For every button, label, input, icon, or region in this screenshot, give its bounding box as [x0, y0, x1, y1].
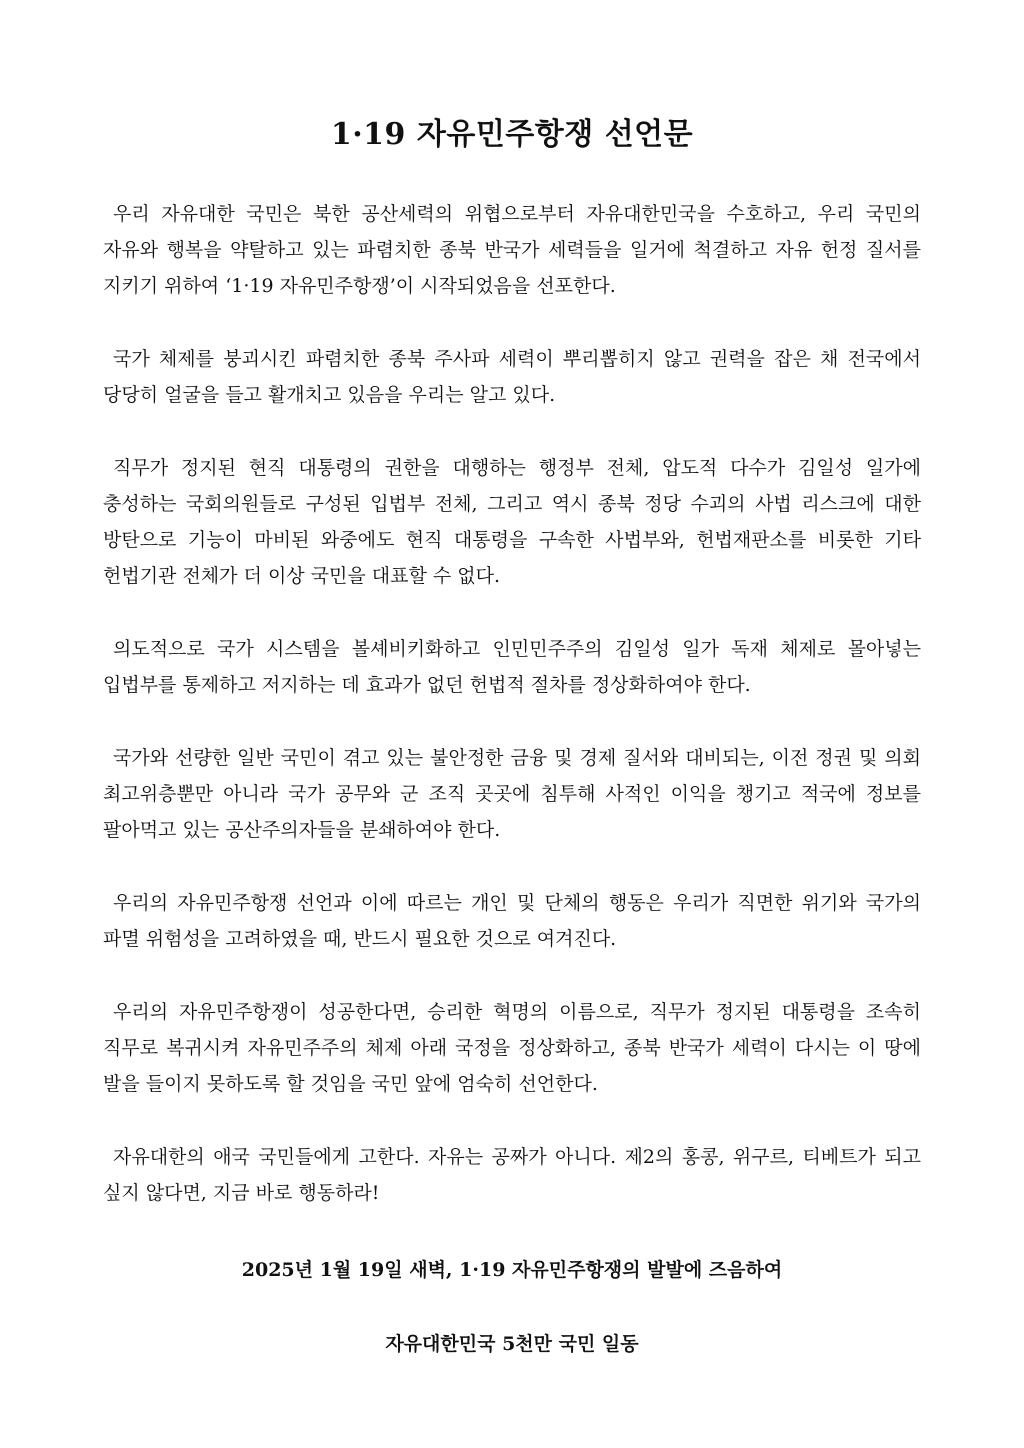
paragraph-2: 국가 체제를 붕괴시킨 파렴치한 종북 주사파 세력이 뿌리뽑히지 않고 권력을 잡은 채 전국에서 당당히 얼굴을 들고 활개치고 있음을 우리는 알고 있다.: [103, 348, 921, 406]
paragraph-1: 우리 자유대한 국민은 북한 공산세력의 위협으로부터 자유대한민국을 수호하고, 우리 국민의 자유와 행복을 약탈하고 있는 파렴치한 종북 반국가 세력들을 일거에 척결하고 자유 헌정 질서를 지키기 위하여 ‘1·19 자유민주항쟁’이 시작되었음을 선포한다.: [103, 203, 921, 297]
paragraph-7: 우리의 자유민주항쟁이 성공한다면, 승리한 혁명의 이름으로, 직무가 정지된 대통령을 조속히 직무로 복귀시켜 자유민주주의 체제 아래 국정을 정상화하고, 종북 반국가 세력이 다시는 이 땅에 발을 들이지 못하도록 할 것임을 국민 앞에 엄숙히 선언한다.: [103, 1001, 921, 1095]
paragraph-4: 의도적으로 국가 시스템을 볼셰비키화하고 인민민주주의 김일성 일가 독재 체제로 몰아넣는 입법부를 통제하고 저지하는 데 효과가 없던 헌법적 절차를 정상화하여야 한다.: [103, 638, 921, 696]
date-line: 2025년 1월 19일 새벽, 1·19 자유민주항쟁의 발발에 즈음하여: [241, 1259, 783, 1281]
paragraph-3: 직무가 정지된 현직 대통령의 권한을 대행하는 행정부 전체, 압도적 다수가 김일성 일가에 충성하는 국회의원들로 구성된 입법부 전체, 그리고 역시 종북 정당 수괴의 사법 리스크에 대한 방탄으로 기능이 마비된 와중에도 현직 대통령을 구속한 사법부와, 헌법재판소를 비롯한 기타 헌법기관 전체가 더 이상 국민을 대표할 수 없다.: [103, 457, 921, 587]
signature: 자유대한민국 5천만 국민 일동: [385, 1333, 639, 1355]
document-title: 1·19 자유민주항쟁 선언문: [330, 117, 694, 152]
paragraph-5: 국가와 선량한 일반 국민이 겪고 있는 불안정한 금융 및 경제 질서와 대비되는, 이전 정권 및 의회 최고위층뿐만 아니라 국가 공무와 군 조직 곳곳에 침투해 사적인 이익을 챙기고 적국에 정보를 팔아먹고 있는 공산주의자들을 분쇄하여야 한다.: [103, 747, 921, 841]
paragraph-8: 자유대한의 애국 국민들에게 고한다. 자유는 공짜가 아니다. 제2의 홍콩, 위구르, 티베트가 되고 싶지 않다면, 지금 바로 행동하라!: [103, 1146, 921, 1204]
document-page: [103, 112, 921, 1361]
paragraph-6: 우리의 자유민주항쟁 선언과 이에 따르는 개인 및 단체의 행동은 우리가 직면한 위기와 국가의 파멸 위험성을 고려하였을 때, 반드시 필요한 것으로 여겨진다.: [103, 892, 921, 950]
